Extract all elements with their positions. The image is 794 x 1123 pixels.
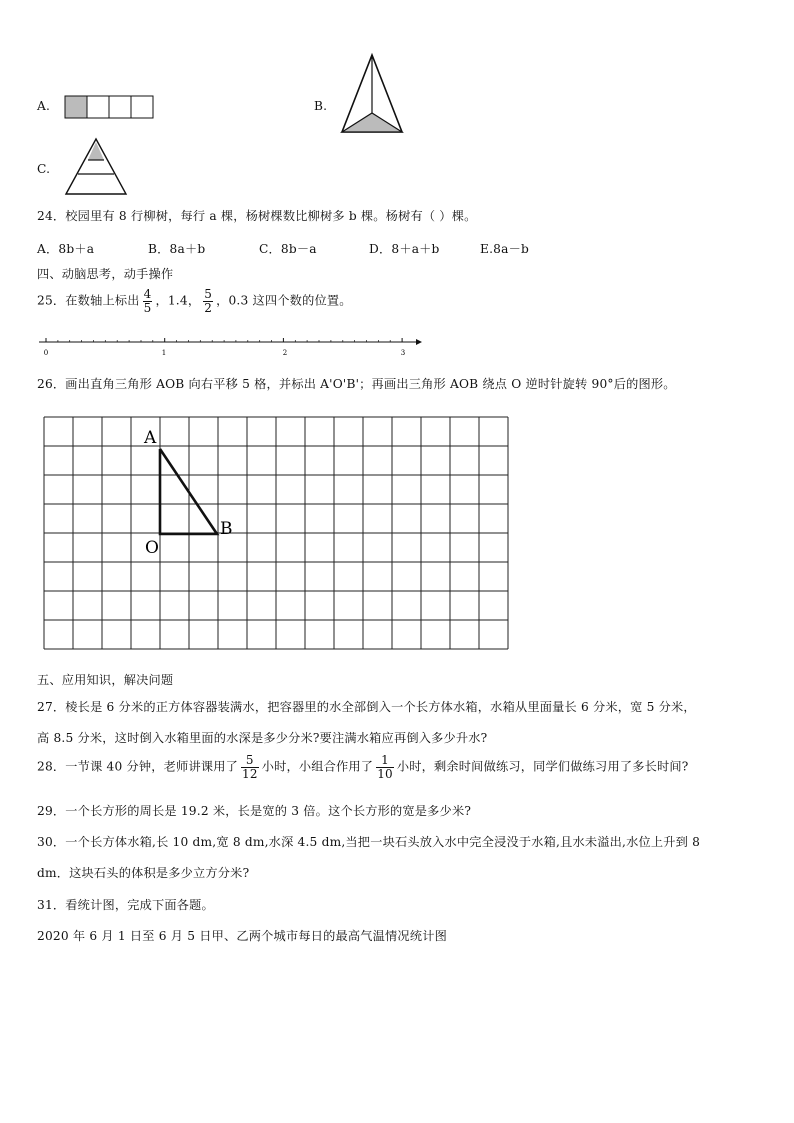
tick-label-1: 1 (161, 349, 167, 357)
tick-label-3: 3 (400, 349, 406, 357)
q25-fraction-2-den: 2 (204, 300, 213, 315)
label-a: A (144, 428, 157, 448)
q28-fraction-1 (241, 754, 259, 780)
number-line (36, 334, 426, 360)
q25-fraction-2 (203, 288, 213, 314)
option-a-figure (64, 95, 156, 120)
option-b-figure (338, 52, 406, 136)
question-30-line-2: dm．这块石头的体积是多少立方分米? (37, 866, 250, 880)
option-c-label: C. (37, 162, 51, 176)
grid-lines (44, 417, 508, 649)
option-b-label: B. (314, 99, 328, 113)
q25-text-mid: ，1.4， (155, 293, 201, 308)
question-26-stem: 26．画出直角三角形 AOB 向右平移 5 格，并标出 A'O'B'；再画出三角形 AOB 绕点 O 逆时针旋转 90°后的图形。 (37, 377, 676, 391)
q28-fraction-2 (376, 754, 394, 780)
option-c-figure (64, 136, 128, 196)
question-27-line-1: 27．棱长是 6 分米的正方体容器装满水，把容器里的水全部倒入一个长方体水箱，水箱从里面量长 6 分米，宽 5 分米， (37, 700, 696, 714)
q24-option-a: A．8b＋a (37, 242, 95, 256)
question-30-line-1: 30．一个长方体水箱,长 10 dm,宽 8 dm,水深 4.5 dm,当把一块石头放入水中完全浸没于水箱,且水未溢出,水位上升到 8 (37, 835, 701, 849)
q24-option-d: D．8＋a＋b (369, 242, 440, 256)
label-o: O (145, 538, 159, 558)
q25-fraction-1-num: 4 (143, 287, 152, 301)
question-24-stem: 24．校园里有 8 行柳树，每行 a 棵，杨树棵数比柳树多 b 棵。杨树有（ ）棵。 (37, 209, 477, 223)
grid-figure (43, 416, 511, 652)
tick-label-0: 0 (43, 349, 49, 357)
q28-fraction-1-den: 12 (242, 766, 258, 781)
q24-option-c: C．8b－a (259, 242, 317, 256)
q25-fraction-2-num: 5 (204, 287, 213, 301)
q25-text-post: ，0.3 这四个数的位置。 (216, 293, 352, 308)
label-b: B (220, 519, 233, 539)
q24-option-b: B．8a＋b (148, 242, 206, 256)
q28-fraction-2-num: 1 (376, 754, 394, 768)
section-4-heading: 四、动脑思考，动手操作 (37, 267, 174, 281)
q25-fraction-1-den: 5 (143, 300, 152, 315)
option-a-label: A. (37, 99, 51, 113)
q25-fraction-1 (143, 288, 153, 314)
q28-text-post: 小时，剩余时间做练习，同学们做练习用了多长时间? (396, 759, 689, 774)
q25-text-pre: 25．在数轴上标出 (37, 293, 140, 308)
question-27-line-2: 高 8.5 分米，这时倒入水箱里面的水深是多少分米?要注满水箱应再倒入多少升水? (37, 731, 488, 745)
question-28-stem (37, 754, 689, 780)
q28-fraction-2-den: 10 (377, 766, 393, 781)
q28-text-mid: 小时，小组合作用了 (261, 759, 374, 774)
q28-fraction-1-num: 5 (241, 754, 259, 768)
tick-label-2: 2 (282, 349, 288, 357)
number-line-ticks (46, 338, 402, 342)
question-31-stem: 31．看统计图，完成下面各题。 (37, 898, 214, 912)
chart-caption: 2020 年 6 月 1 日至 6 月 5 日甲、乙两个城市每日的最高气温情况统计图 (37, 929, 447, 943)
section-5-heading: 五、应用知识，解决问题 (37, 673, 174, 687)
question-29-stem: 29．一个长方形的周长是 19.2 米，长是宽的 3 倍。这个长方形的宽是多少米? (37, 804, 472, 818)
q24-option-e: E.8a－b (480, 242, 529, 256)
q28-text-pre: 28．一节课 40 分钟，老师讲课用了 (37, 759, 239, 774)
question-25-stem (37, 288, 352, 314)
